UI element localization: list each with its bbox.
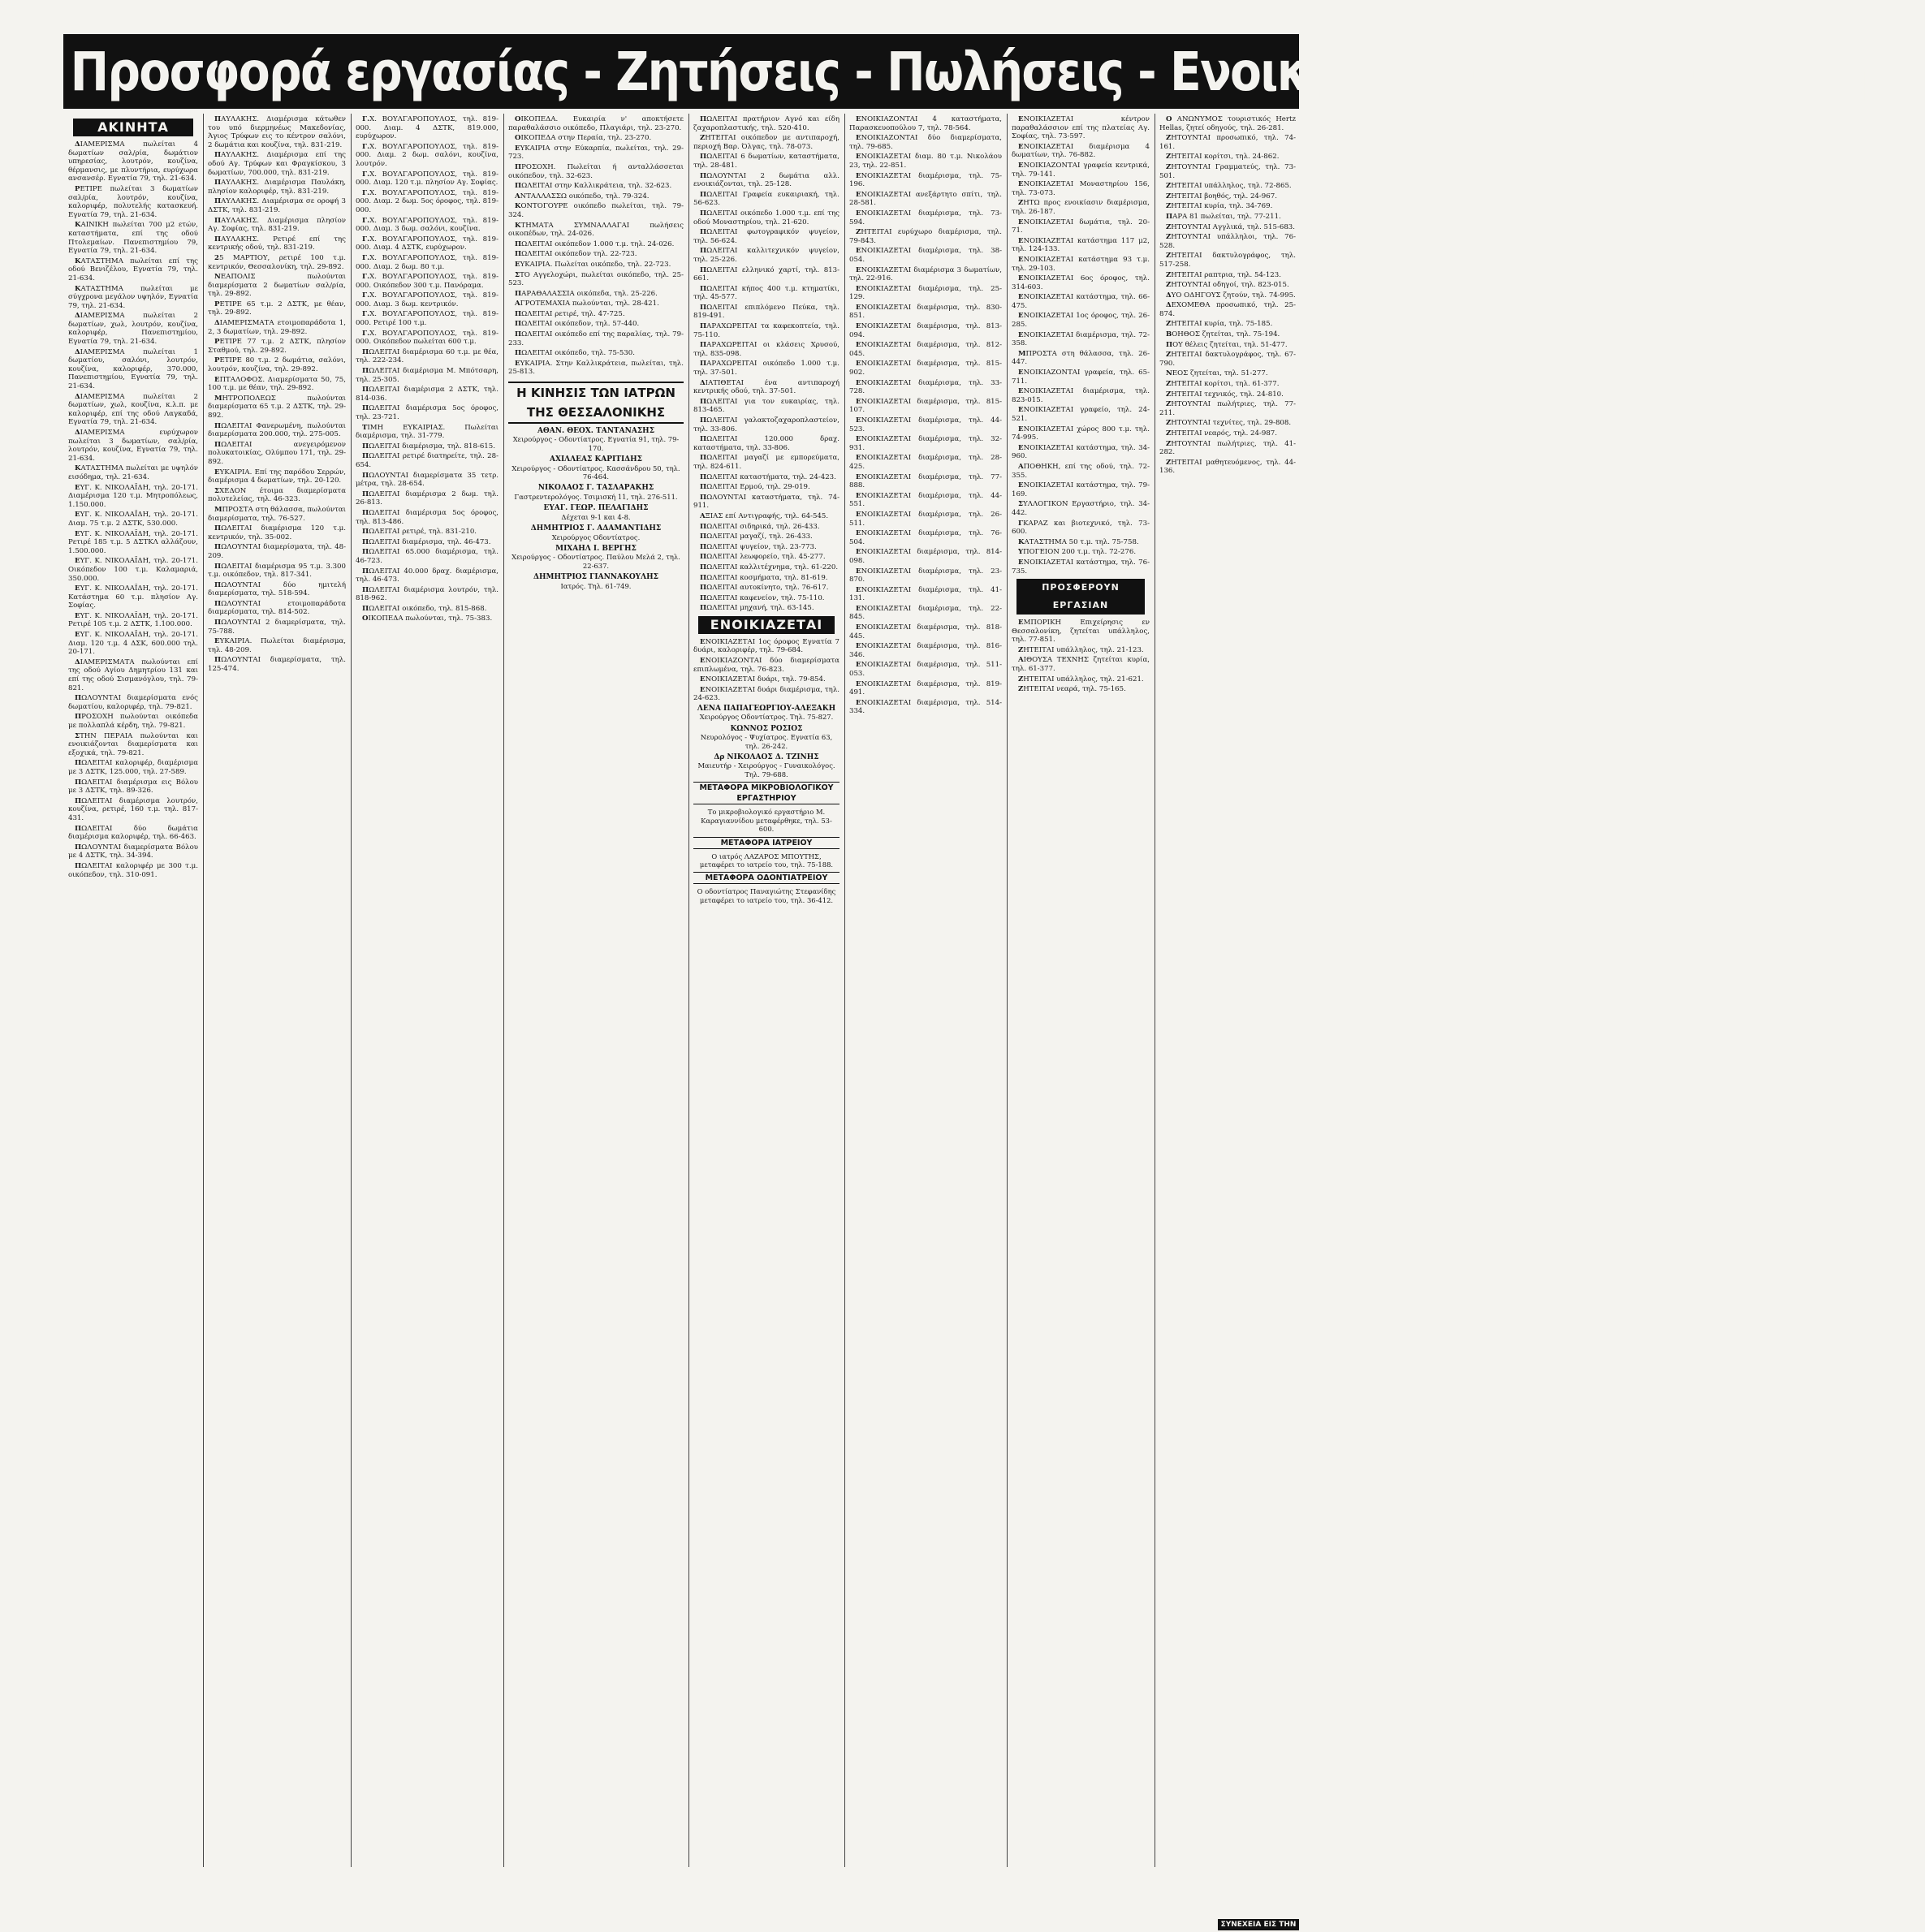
classified-ad: ΕΝΟΙΚΙΑΖΕΤΑΙ Μοναστηρίου 156, τηλ. 73-073. [1012, 180, 1150, 197]
classified-ad: ΕΝΟΙΚΙΑΖΕΤΑΙ διαμέρισμα, τηλ. 511-053. [849, 661, 1002, 679]
doctor-details: Δέχεται 9-1 και 4-8. [561, 512, 631, 521]
doctors-list [693, 705, 839, 778]
classified-ad: ΕΝΟΙΚΙΑΖΕΤΑΙ κατάστημα 93 τ.μ. τηλ. 29-103. [1012, 255, 1150, 273]
classified-ad: ΖΗΤΕΙΤΑΙ βοηθός, τηλ. 24-967. [1166, 192, 1277, 201]
classified-ad: ΠΑΥΛΑΚΗΣ. Διαμέρισμα επί της οδού Αγ. Τρύφων και Φραγκίσκου, 3 δωματίων, 700.000, τηλ. 831-219. [208, 151, 346, 177]
classified-ad: ΕΝΟΙΚΙΑΖΕΤΑΙ διαμέρισμα, τηλ. 76-504. [849, 529, 1002, 546]
classified-ad: ΜΠΡΟΣΤΑ στη θάλασσα, τηλ. 26-447. [1012, 349, 1150, 367]
classified-ad: ΠΩΛΕΙΤΑΙ λεωφορείο, τηλ. 45-277. [700, 553, 826, 562]
classified-ad: ΖΗΤΕΙΤΑΙ κυρία, τηλ. 34-769. [1166, 202, 1273, 211]
classified-ad: ΚΑΙΝΙΚΗ πωλείται 700 μ2 ετών, καταστήματα, επί της οδού Πτολεμαίων. Πανεπιστημίου 79, Εγνατία 79, τηλ. 21-634. [68, 221, 198, 256]
classified-ad: Γ.Χ. ΒΟΥΛΓΑΡΟΠΟΥΛΟΣ, τηλ. 819-000. Διαμ. 4 ΔΣΤΚ, 819.000, ευρύχωρον. [356, 115, 499, 141]
classified-ad: ΠΩΛΕΙΤΑΙ ελληνικό χαρτί, τηλ. 813-661. [693, 265, 839, 283]
classified-ad: ΟΙΚΟΠΕΔΑ πωλούνται, τηλ. 75-383. [362, 615, 493, 623]
classified-ad: ΕΝΟΙΚΙΑΖΕΤΑΙ διαμέρισμα 4 δωματίων, τηλ. 76-882. [1012, 142, 1150, 160]
classified-ad: ΕΥΓ. Κ. ΝΙΚΟΛΑΪΔΗ, τηλ. 20-171. Οικόπεδον 100 τ.μ. Καλαμαριά, 350.000. [68, 557, 198, 583]
classified-ad: ΠΡΟΣΟΧΗ πωλούνται οικόπεδα με πολλαπλά κέρδη, τηλ. 79-821. [68, 713, 198, 730]
classified-ad: ΕΝΟΙΚΙΑΖΕΤΑΙ διαμέρισμα, τηλ. 44-523. [849, 416, 1002, 433]
classified-ad: ΥΠΟΓΕΙΟΝ 200 τ.μ. τηλ. 72-276. [1018, 548, 1137, 557]
doctor-details: Χειρούργος - Οδοντίατρος. Εγνατία 91, τηλ. 79-170. [512, 435, 680, 452]
column-rule [1007, 114, 1008, 1867]
classified-ad: ΠΩΛΕΙΤΑΙ καταστήματα, τηλ. 24-423. [700, 472, 836, 481]
classified-ad: ΖΗΤΟΥΝΤΑΙ Γραμματεύς, τηλ. 73-501. [1159, 162, 1296, 180]
move-notice: Ο οδοντίατρος Παναγιώτης Στεφανίδης μεταφέρει το ιατρείο του, τηλ. 36-412. [697, 887, 836, 904]
classified-ad: ΠΩΛΕΙΤΑΙ 65.000 διαμέρισμα, τηλ. 46-723. [356, 548, 499, 565]
classified-ad: ΕΝΟΙΚΙΑΖΕΤΑΙ γραφείο, τηλ. 24-521. [1012, 406, 1150, 423]
classified-ad: ΕΝΟΙΚΙΑΖΕΤΑΙ διαμέρισμα, τηλ. 26-511. [849, 510, 1002, 528]
classified-ad: ΖΗΤΕΙΤΑΙ κυρία, τηλ. 75-185. [1166, 320, 1273, 329]
ad-list [693, 638, 839, 703]
classified-ad: ΣΧΕΔΟΝ έτοιμα διαμερίσματα πολυτελείας, τηλ. 46-323. [208, 486, 346, 504]
classified-ad: ΕΝΟΙΚΙΑΖΕΤΑΙ διαμέρισμα, τηλ. 77-888. [849, 472, 1002, 490]
classified-ad: ΕΝΟΙΚΙΑΖΕΤΑΙ διαμέρισμα, τηλ. 830-851. [849, 303, 1002, 321]
doctor-entry [508, 524, 684, 541]
doctor-entry [508, 504, 684, 521]
classified-ad: ΠΩΛΕΙΤΑΙ ρετιρέ διατηρείτε, τηλ. 28-654. [356, 452, 499, 469]
doctors-section-title: Η ΚΙΝΗΣΙΣ ΤΩΝ ΙΑΤΡΩΝ ΤΗΣ ΘΕΣΣΑΛΟΝΙΚΗΣ [508, 382, 684, 424]
classified-ad: ΖΗΤΟΥΝΤΑΙ πωλήτριες, τηλ. 77-211. [1159, 400, 1296, 417]
classified-ad: ΕΝΟΙΚΙΑΖΕΤΑΙ κατάστημα, τηλ. 34-960. [1012, 443, 1150, 461]
classified-ad: ΠΩΛΕΙΤΑΙ διαμέρισμα 60 τ.μ. με θέα, τηλ. 222-234. [356, 347, 499, 365]
classified-ad: Γ.Χ. ΒΟΥΛΓΑΡΟΠΟΥΛΟΣ, τηλ. 819-000. Διαμ. 3 δωμ. κεντρικόν. [356, 291, 499, 308]
classified-ad: ΠΩΛΟΥΝΤΑΙ 2 διαμερίσματα, τηλ. 75-788. [208, 619, 346, 636]
classified-ad: ΕΝΟΙΚΙΑΖΟΝΤΑΙ δύο διαμερίσματα επιπλωμένα, τηλ. 76-823. [693, 657, 839, 674]
classified-ad: Ο ΑΝΩΝΥΜΟΣ τουριστικός Hertz Hellas, ζητεί οδηγούς, τηλ. 26-281. [1159, 115, 1296, 132]
classified-ad: ΠΩΛΕΙΤΑΙ στην Καλλικράτεια, τηλ. 32-623. [515, 182, 672, 191]
classified-ad: ΔΙΑΜΕΡΙΣΜΑ πωλείται 4 δωματίων σαλ/ρία, δωμάτιον υπηρεσίας, λουτρόν, κουζίνα, θέρμανσις, με πλυντήρια, ευρύχωρα ανσανσέρ. Εγνατία 79, τηλ. 21-634. [68, 140, 198, 183]
classified-ad: ΚΤΗΜΑΤΑ ΣΥΜΝΑΛΛΑΓΑΙ πωλήσεις οικοπέδων, τηλ. 24-026. [508, 221, 684, 239]
classified-ad: ΕΠΤΑΛΟΦΟΣ. Διαμερίσματα 50, 75, 100 τ.μ. με θέαν, τηλ. 29-892. [208, 375, 346, 393]
classified-ad: ΕΥΓ. Κ. ΝΙΚΟΛΑΪΔΗ, τηλ. 20-171. Ρετιρέ 105 τ.μ. 2 ΔΣΤΚ, 1.100.000. [68, 611, 198, 629]
classified-ad: ΖΗΤΟΥΝΤΑΙ οδηγοί, τηλ. 823-015. [1166, 281, 1289, 290]
ad-list [508, 115, 684, 377]
classified-ad: ΕΝΟΙΚΙΑΖΕΤΑΙ διαμέρισμα, τηλ. 23-870. [849, 567, 1002, 584]
classified-ad: ΕΝΟΙΚΙΑΖΕΤΑΙ δωμάτια, τηλ. 20-71. [1012, 218, 1150, 235]
classified-ad: ΕΝΟΙΚΙΑΖΕΤΑΙ δυάρι, τηλ. 79-854. [700, 675, 826, 684]
ad-list [1012, 619, 1150, 694]
classified-ad: ΠΩΛΟΥΝΤΑΙ διαμερίσματα Βόλου με 4 ΔΣΤΚ, τηλ. 34-394. [68, 843, 198, 860]
classified-ad: ΔΙΑΤΙΘΕΤΑΙ ένα αντιπαροχή κεντρικής οδού, τηλ. 37-501. [693, 378, 839, 396]
doctor-entry [508, 484, 684, 501]
classified-ad: ΕΝΟΙΚΙΑΖΟΝΤΑΙ 4 καταστήματα, Παρασκευοπούλου 7, τηλ. 78-564. [849, 115, 1002, 132]
classified-ad: ΕΥΓ. Κ. ΝΙΚΟΛΑΪΔΗ, τηλ. 20-171. Διαμ. 120 τ.μ. 4 ΔΣΚ, 600.000 τηλ. 20-171. [68, 631, 198, 657]
classified-ad: ΠΩΛΕΙΤΑΙ μαγαζί, τηλ. 26-433. [700, 533, 813, 541]
move-header: ΜΕΤΑΦΟΡΑ ΟΔΟΝΤΙΑΤΡΕΙΟΥ [693, 872, 839, 884]
classified-ad: ΕΝΟΙΚΙΑΖΕΤΑΙ κατάστημα, τηλ. 66-475. [1012, 293, 1150, 310]
classified-ad: ΠΩΛΟΥΝΤΑΙ διαμερίσματα ενός δωματίου, καλοριφέρ, τηλ. 79-821. [68, 694, 198, 711]
doctor-details: Χειρούργος Οδοντίατρος. Τηλ. 75-827. [699, 713, 834, 722]
classified-ad: ΔΕΧΟΜΕΘΑ προσωπικό, τηλ. 25-874. [1159, 301, 1296, 318]
classified-ad: Γ.Χ. ΒΟΥΛΓΑΡΟΠΟΥΛΟΣ, τηλ. 819-000. Οικόπεδον πωλείται 600 τ.μ. [356, 329, 499, 347]
classified-ad: ΠΩΛΟΥΝΤΑΙ καταστήματα, τηλ. 74-911. [693, 493, 839, 511]
classified-ad: ΕΝΟΙΚΙΑΖΟΝΤΑΙ γραφεία κεντρικά, τηλ. 79-141. [1012, 161, 1150, 179]
section-header-prosferoun: ΠΡΟΣΦΕΡΟΥΝ ΕΡΓΑΣΙΑΝ [1016, 579, 1145, 615]
classified-ad: ΠΑΥΛΑΚΗΣ. Διαμέρισμα σε οροφή 3 ΔΣΤΚ, τηλ. 831-219. [208, 197, 346, 214]
classified-ad: ΔΙΑΜΕΡΙΣΜΑ πωλείται 1 δωματίου, σαλόνι, λουτρόν, κουζίνα, καλοριφέρ, 370.000, Πανεπιστημίου, Εγνατία 79, τηλ. 21-634. [68, 347, 198, 391]
classified-ad: ΕΥΚΑΙΡΙΑ. Πωλείται οικόπεδο, τηλ. 22-723. [515, 260, 671, 269]
classified-ad: ΔΙΑΜΕΡΙΣΜΑ ευρύχωρον πωλείται 3 δωματίων, σαλ/ρία, λουτρόν, κουζίνα, Εγνατία 79, τηλ. 21-634. [68, 429, 198, 463]
classified-ad: ΕΝΟΙΚΙΑΖΕΤΑΙ διαμέρισμα, τηλ. 812-045. [849, 341, 1002, 358]
classified-ad: ΕΝΟΙΚΙΑΖΕΤΑΙ διαμέρισμα, τηλ. 73-594. [849, 209, 1002, 226]
classified-ad: ΕΥΓ. Κ. ΝΙΚΟΛΑΪΔΗ, τηλ. 20-171. Διαμ. 75 τ.μ. 2 ΔΣΤΚ, 530.000. [68, 511, 198, 528]
classified-ad: ΕΥΚΑΙΡΙΑ. Επί της παρόδου Σερρών, διαμέρισμα 4 δωματίων, τηλ. 20-120. [208, 468, 346, 485]
classified-ad: ΠΩΛΟΥΝΤΑΙ δύο ημιτελή διαμερίσματα, τηλ. 518-594. [208, 580, 346, 598]
classified-ad: ΠΩΛΕΙΤΑΙ διαμέρισμα 120 τ.μ. κεντρικόν, τηλ. 35-002. [208, 524, 346, 541]
classified-ad: ΠΩΛΕΙΤΑΙ οικόπεδο 1.000 τ.μ. επί της οδού Μοναστηρίου, τηλ. 21-620. [693, 209, 839, 226]
classified-ad: ΠΑΡΑΘΑΛΑΣΣΙΑ οικόπεδα, τηλ. 25-226. [515, 289, 658, 298]
classified-ad: ΠΩΛΕΙΤΑΙ οικόπεδο, τηλ. 75-530. [515, 349, 635, 358]
classified-ad: ΠΩΛΕΙΤΑΙ ρετιρέ, τηλ. 47-725. [515, 309, 625, 318]
doctor-details: Χειρούργος - Οδοντίατρος. Παύλου Μελά 2, τηλ. 22-637. [511, 553, 680, 570]
column-7 [1012, 115, 1150, 1921]
classified-ad: ΕΝΟΙΚΙΑΖΕΤΑΙ διαμέρισμα, τηλ. 816-346. [849, 642, 1002, 659]
classified-ad: ΕΝΟΙΚΙΑΖΕΤΑΙ διαμέρισμα, τηλ. 72-358. [1012, 330, 1150, 348]
section-header-enoikiazetai: ΕΝΟΙΚΙΑΖΕΤΑΙ [698, 616, 835, 634]
classified-ad: ΣΤΟ Αγγελοχώρι, πωλείται οικόπεδο, τηλ. 25-523. [508, 270, 684, 288]
classified-ad: ΠΩΛΟΥΝΤΑΙ ετοιμοπαράδοτα διαμερίσματα, τηλ. 814-502. [208, 599, 346, 617]
column-rule [351, 114, 352, 1867]
classified-ad: ΠΩΛΕΙΤΑΙ οικόπεδο, τηλ. 815-868. [362, 604, 487, 613]
classified-ad: ΟΙΚΟΠΕΔΑ στην Περαία, τηλ. 23-270. [515, 134, 652, 143]
classified-ad: ΠΑΥΛΑΚΗΣ. Διαμέρισμα πλησίον Αγ. Σοφίας, τηλ. 831-219. [208, 216, 346, 234]
classified-ad: Γ.Χ. ΒΟΥΛΓΑΡΟΠΟΥΛΟΣ, τηλ. 819-000. Οικόπεδον 300 τ.μ. Πανόραμα. [356, 273, 499, 290]
ad-list [1012, 115, 1150, 576]
classified-ad: ΕΝΟΙΚΙΑΖΕΤΑΙ δυάρι διαμέρισμα, τηλ. 24-623. [693, 685, 839, 703]
doctor-details: Χειρούργος - Οδοντίατρος. Κασσάνδρου 50, τηλ. 76-464. [511, 464, 680, 481]
classified-ad: ΠΩΛΕΙΤΑΙ καφενείον, τηλ. 75-110. [700, 593, 825, 602]
doctor-details: Ιατρός. Τηλ. 61-749. [560, 581, 632, 590]
classified-ad: ΠΩΛΕΙΤΑΙ διαμέρισμα 2 ΔΣΤΚ, τηλ. 814-036. [356, 386, 499, 403]
classified-ad: ΖΗΤΕΙΤΑΙ κορίτσι, τηλ. 24-862. [1166, 153, 1280, 162]
classified-ad: ΡΕΤΙΡΕ 77 τ.μ. 2 ΔΣΤΚ, πλησίον Σταθμού, τηλ. 29-892. [208, 338, 346, 355]
classified-ad: ΕΝΟΙΚΙΑΖΕΤΑΙ διαμέρισμα, τηλ. 514-334. [849, 698, 1002, 716]
classified-ad: Γ.Χ. ΒΟΥΛΓΑΡΟΠΟΥΛΟΣ, τηλ. 819-000. Διαμ. 2 δωμ. 5ος όροφος, τηλ. 819-000. [356, 188, 499, 214]
classified-ad: Γ.Χ. ΒΟΥΛΓΑΡΟΠΟΥΛΟΣ, τηλ. 819-000. Διαμ. 2 δωμ. 80 τ.μ. [356, 253, 499, 271]
classified-ad: ΠΩΛΕΙΤΑΙ κοσμήματα, τηλ. 81-619. [700, 573, 828, 582]
doctor-entry [693, 753, 839, 778]
classified-ad: ΠΩΛΕΙΤΑΙ δύο δωμάτια διαμέρισμα καλοριφέρ, τηλ. 66-463. [68, 824, 198, 842]
classified-ad: ΠΩΛΕΙΤΑΙ διαμέρισμα λουτρόν, τηλ. 818-962. [356, 585, 499, 603]
classified-ad: ΠΑΡΑΧΩΡΕΙΤΑΙ οι κλάσεις Χρυσού, τηλ. 835-098. [693, 341, 839, 358]
classified-ad: ΕΝΟΙΚΙΑΖΕΤΑΙ διαμέρισμα, τηλ. 41-131. [849, 585, 1002, 603]
classified-ad: ΠΑΡΑΧΩΡΕΙΤΑΙ οικόπεδο 1.000 τ.μ. τηλ. 37-501. [693, 360, 839, 377]
classified-ad: ΠΩΛΕΙΤΑΙ διαμέρισμα Μ. Μπότσαρη, τηλ. 25-305. [356, 367, 499, 384]
classified-ad: ΔΙΑΜΕΡΙΣΜΑ πωλείται 2 δωματίων, χωλ, λουτρόν, κουζίνα, καλοριφέρ, Πανεπιστημίου, Εγνατία 79, τηλ. 21-634. [68, 312, 198, 347]
classified-ad: ΕΥΓ. Κ. ΝΙΚΟΛΑΪΔΗ, τηλ. 20-171. Ρετιρέ 185 τ.μ. 5 ΔΣΤΚΛ αλλάζουν, 1.500.000. [68, 529, 198, 555]
classified-ad: ΕΝΟΙΚΙΑΖΕΤΑΙ διαμέρισμα, τηλ. 33-728. [849, 378, 1002, 396]
classified-ad: ΖΗΤΕΙΤΑΙ ραπτρια, τηλ. 54-123. [1166, 270, 1281, 279]
classified-ad: ΡΕΤΙΡΕ 80 τ.μ. 2 δωμάτια, σαλόνι, λουτρόν, κουζίνα, τηλ. 29-892. [208, 356, 346, 374]
doctor-entry [693, 705, 839, 722]
classified-ad: ΡΕΤΙΡΕ 65 τ.μ. 2 ΔΣΤΚ, με θέαν, τηλ. 29-892. [208, 300, 346, 317]
classified-ad: ΖΗΤΕΙΤΑΙ υπάλληλος, τηλ. 21-123. [1018, 645, 1144, 654]
classified-ad: ΕΥΓ. Κ. ΝΙΚΟΛΑΪΔΗ, τηλ. 20-171. Κατάστημα 60 τ.μ. πλησίον Αγ. Σοφίας. [68, 584, 198, 610]
classified-ad: ΕΜΠΟΡΙΚΗ Επιχείρησις εν Θεσσαλονίκη, ζητείται υπάλληλος, τηλ. 77-851. [1012, 619, 1150, 645]
classified-ad: ΖΗΤΕΙΤΑΙ νεαρός, τηλ. 24-987. [1166, 429, 1278, 438]
column-rule [503, 114, 504, 1867]
classified-ad: ΟΙΚΟΠΕΔΑ. Ευκαιρία ν' αποκτήσετε παραθαλάσσιο οικόπεδο, Πλαγιάρι, τηλ. 23-270. [508, 115, 684, 132]
classified-ad: ΖΗΤΟΥΝΤΑΙ τεχνίτες, τηλ. 29-808. [1166, 419, 1292, 428]
classified-ad: ΠΩΛΕΙΤΑΙ καλλιτέχνημα, τηλ. 61-220. [700, 563, 839, 571]
classified-ad: ΖΗΤΕΙΤΑΙ δακτυλογράφος, τηλ. 517-258. [1159, 252, 1296, 269]
classified-ad: ΔΥΟ ΟΔΗΓΟΥΣ ζητούν, τηλ. 74-995. [1166, 291, 1296, 300]
classified-ad: ΠΡΟΣΟΧΗ. Πωλείται ή ανταλλάσσεται οικόπεδον, τηλ. 32-623. [508, 162, 684, 180]
classified-ad: ΠΑΥΛΑΚΗΣ. Διαμέρισμα κάτωθεν του υπό διερμηνέως Μακεδονίας, Άγιος Τρύφων εις το κέντρον σαλόνι, 2 δωμάτια και κουζίνα, τηλ. 831-219. [208, 115, 346, 149]
classified-ad: ΝΕΟΣ ζητείται, τηλ. 51-277. [1166, 369, 1268, 378]
classified-ad: ΕΝΟΙΚΙΑΖΕΤΑΙ διαμέρισμα, τηλ. 815-902. [849, 360, 1002, 377]
classified-ad: ΒΟΗΘΟΣ ζητείται, τηλ. 75-194. [1166, 330, 1280, 339]
classified-ad: 25 ΜΑΡΤΙΟΥ, ρετιρέ 100 τ.μ. κεντρικόν, Θεσσαλονίκη, τηλ. 29-892. [208, 253, 346, 271]
classified-ad: ΖΗΤΕΙΤΑΙ υπάλληλος, τηλ. 72-865. [1166, 182, 1292, 191]
classified-ad: ΑΝΤΑΛΛΑΣΣΩ οικόπεδο, τηλ. 79-324. [515, 192, 650, 201]
classified-ad: ΠΩΛΕΙΤΑΙ καλλιτεχνικόν ψυγείον, τηλ. 25-226. [693, 247, 839, 264]
ad-list [68, 140, 198, 879]
column-rule [688, 114, 689, 1867]
classified-ad: Γ.Χ. ΒΟΥΛΓΑΡΟΠΟΥΛΟΣ, τηλ. 819-000. Διαμ. 120 τ.μ. πλησίον Αγ. Σοφίας. [356, 170, 499, 188]
classified-ad: ΠΩΛΕΙΤΑΙ οικόπεδον τηλ. 22-723. [515, 250, 637, 259]
move-notice: Το μικροβιολογικό εργαστήριο Μ. Καραγιαννίδου μεταφέρθηκε, τηλ. 53-600. [701, 808, 832, 834]
ad-list [356, 115, 499, 623]
classified-ad: ΕΝΟΙΚΙΑΖΕΤΑΙ 6ος όροφος, τηλ. 314-603. [1012, 274, 1150, 291]
classified-ad: ΖΗΤΩ προς ενοικίασιν διαμέρισμα, τηλ. 26-187. [1012, 199, 1150, 216]
classified-ad: Γ.Χ. ΒΟΥΛΓΑΡΟΠΟΥΛΟΣ, τηλ. 819-000. Διαμ. 3 δωμ. σαλόνι, κουζίνα. [356, 216, 499, 234]
classified-ad: ΕΝΟΙΚΙΑΖΕΤΑΙ διαμέρισμα, τηλ. 75-196. [849, 171, 1002, 189]
classified-ad: ΠΩΛΕΙΤΑΙ Φανερωμένη, πωλούνται διαμερίσματα 200.000, τηλ. 275-005. [208, 421, 346, 439]
classified-ad: ΖΗΤΕΙΤΑΙ μαθητευόμενος, τηλ. 44-136. [1159, 458, 1296, 476]
classified-ad: ΕΝΟΙΚΙΑΖΕΤΑΙ κατάστημα, τηλ. 79-169. [1012, 481, 1150, 498]
classified-ad: ΕΝΟΙΚΙΑΖΕΤΑΙ διαμέρισμα, τηλ. 823-015. [1012, 387, 1150, 404]
classified-ad: ΜΠΡΟΣΤΑ στη θάλασσα, πωλούνται διαμερίσματα, τηλ. 76-527. [208, 505, 346, 523]
doctor-details: Μαιευτήρ - Χειρούργος - Γυναικολόγος. Τηλ. 79-688. [697, 761, 835, 778]
classified-ad: ΖΗΤΟΥΝΤΑΙ πωλήτριες, τηλ. 41-282. [1159, 439, 1296, 457]
classified-ad: ΠΑΥΛΑΚΗΣ. Ρετιρέ επί της κεντρικής οδού, τηλ. 831-219. [208, 235, 346, 252]
classified-ad: ΠΩΛΟΥΝΤΑΙ διαμερίσματα, τηλ. 125-474. [208, 656, 346, 674]
classified-ad: ΖΗΤΕΙΤΑΙ κορίτσι, τηλ. 61-377. [1166, 380, 1280, 389]
classified-ad: ΕΝΟΙΚΙΑΖΕΤΑΙ διαμέρισμα, τηλ. 818-445. [849, 623, 1002, 640]
classified-ad: ΠΩΛΕΙΤΑΙ ψυγείον, τηλ. 23-773. [700, 542, 817, 551]
classified-ad: ΝΕΑΠΟΛΙΣ πωλούνται διαμερίσματα 2 δωματίων σαλ/ρία, τηλ. 29-892. [208, 273, 346, 299]
classified-ad: ΠΩΛΕΙΤΑΙ για τον ευκαιρίας, τηλ. 813-465. [693, 397, 839, 415]
classified-ad: Γ.Χ. ΒΟΥΛΓΑΡΟΠΟΥΛΟΣ, τηλ. 819-000. Διαμ. 2 δωμ. σαλόνι, κουζίνα, λουτρόν. [356, 142, 499, 168]
masthead-banner [63, 34, 1925, 109]
classified-ad: ΕΝΟΙΚΙΑΖΕΤΑΙ διαμέρισμα, τηλ. 813-094. [849, 322, 1002, 339]
doctor-name: ΝΙΚΟΛΑΟΣ Γ. ΤΑΣΛΑΡΑΚΗΣ [537, 484, 654, 493]
classified-ad: ΕΝΟΙΚΙΑΖΕΤΑΙ διαμέρισμα 3 δωματίων, τηλ. 22-916. [849, 265, 1002, 283]
classified-ad: ΠΩΛΕΙΤΑΙ διαμέρισμα, τηλ. 46-473. [362, 537, 491, 546]
classified-ad: ΖΗΤΟΥΝΤΑΙ Αγγλικά, τηλ. 515-683. [1166, 222, 1295, 231]
classified-ad: ΠΩΛΕΙΤΑΙ καλοριφέρ, διαμέρισμα με 3 ΔΣΤΚ, 125.000, τηλ. 27-589. [68, 759, 198, 776]
classified-ad: ΠΩΛΕΙΤΑΙ μαγαζί με εμπορεύματα, τηλ. 824-611. [693, 454, 839, 471]
doctor-entry [508, 545, 684, 570]
classified-ad: ΕΝΟΙΚΙΑΖΕΤΑΙ διαμέρισμα, τηλ. 819-491. [849, 679, 1002, 697]
classified-ad: ΠΩΛΕΙΤΑΙ διαμέρισμα εις Βόλου με 3 ΔΣΤΚ, τηλ. 89-326. [68, 778, 198, 796]
classified-ad: ΠΩΛΕΙΤΑΙ Γραφεία ευκαιριακή, τηλ. 56-623. [693, 190, 839, 208]
classified-ad: ΠΩΛΕΙΤΑΙ Ερμού, τηλ. 29-019. [700, 483, 810, 492]
classified-ad: ΠΑΥΛΑΚΗΣ. Διαμέρισμα Παυλάκη, πλησίον καλοριφέρ, τηλ. 831-219. [208, 179, 346, 196]
classified-ad: ΕΝΟΙΚΙΑΖΕΤΑΙ διαμέρισμα, τηλ. 28-425. [849, 454, 1002, 471]
classified-ad: ΖΗΤΕΙΤΑΙ υπάλληλος, τηλ. 21-621. [1018, 675, 1144, 684]
doctor-entry [508, 455, 684, 481]
classified-ad: ΠΩΛΕΙΤΑΙ διαμέρισμα 5ος όροφος, τηλ. 23-721. [356, 404, 499, 421]
doctors-list [508, 427, 684, 590]
classified-ad: ΖΗΤΕΙΤΑΙ οικόπεδον με αντιπαροχή, περιοχή Βαρ. Όλγας, τηλ. 78-073. [693, 134, 839, 151]
move-notice: Ο ιατρός ΛΑΖΑΡΟΣ ΜΠΟΥΤΗΣ, μεταφέρει το ιατρείο του, τηλ. 75-188. [699, 852, 834, 869]
classified-ad: ΔΙΑΜΕΡΙΣΜΑΤΑ πωλούνται επί της οδού Αγίου Δημητρίου 131 και επί της οδού Σισμανόγλου, τηλ. 79-821. [68, 658, 198, 692]
classified-ad: ΠΩΛΕΙΤΑΙ οικόπεδον, τηλ. 57-440. [515, 320, 640, 329]
column-4 [508, 115, 684, 1921]
column-2 [208, 115, 346, 1921]
classified-ad: ΚΑΤΑΣΤΗΜΑ πωλείται επί της οδού Βενιζέλου, Εγνατία 79, τηλ. 21-634. [68, 257, 198, 282]
doctor-details: Γαστρεντερολόγος. Τσιμισκή 11, τηλ. 276-511. [514, 492, 678, 501]
classified-ad: ΣΤΗΝ ΠΕΡΑΙΑ πωλούνται και ενοικιάζονται διαμερίσματα και εξοχικά, τηλ. 79-821. [68, 731, 198, 757]
classified-ad: ΚΟΝΤΟΓΟΥΡΕ οικόπεδο πωλείται, τηλ. 79-324. [508, 202, 684, 219]
classified-ad: ΕΝΟΙΚΙΑΖΕΤΑΙ διαμέρισμα, τηλ. 815-107. [849, 397, 1002, 415]
classified-ad: ΠΩΛΕΙΤΑΙ οικόπεδο επί της παραλίας, τηλ. 79-233. [508, 330, 684, 347]
classified-ad: ΓΚΑΡΑΖ και βιοτεχνικό, τηλ. 73-600. [1012, 519, 1150, 537]
classified-ad: ΕΝΟΙΚΙΑΖΟΝΤΑΙ γραφεία, τηλ. 65-711. [1012, 369, 1150, 386]
classified-ad: ΠΩΛΕΙΤΑΙ διαμέρισμα 95 τ.μ. 3.300 τ.μ. οικόπεδον, τηλ. 817-341. [208, 562, 346, 580]
classified-ad: ΑΙΘΟΥΣΑ ΤΕΧΝΗΣ ζητείται κυρία, τηλ. 61-377. [1012, 656, 1150, 674]
doctor-name: ΛΕΝΑ ΠΑΠΑΓΕΩΡΓΙΟΥ-ΑΛΕΞΑΚΗ [697, 705, 836, 714]
classified-ad: ΕΝΟΙΚΙΑΖΕΤΑΙ διαμέρισμα, τηλ. 22-845. [849, 604, 1002, 622]
classified-ad: ΕΥΚΑΙΡΙΑ. Στην Καλλικράτεια, πωλείται, τηλ. 25-813. [508, 359, 684, 377]
classified-ad: ΠΩΛΕΙΤΑΙ 40.000 δραχ. διαμέρισμα, τηλ. 46-473. [356, 567, 499, 584]
column-8 [1159, 115, 1296, 1921]
classified-ad: ΠΩΛΕΙΤΑΙ επιπλόμενο Πεύκα, τηλ. 819-491. [693, 303, 839, 321]
classified-ad: ΠΩΛΟΥΝΤΑΙ 2 δωμάτια αλλ. ενοικιάζονται, τηλ. 25-128. [693, 171, 839, 189]
classified-ad: ΕΝΟΙΚΙΑΖΕΤΑΙ χώρος 800 τ.μ. τηλ. 74-995. [1012, 425, 1150, 442]
classified-ad: ΕΝΟΙΚΙΑΖΕΤΑΙ διαμέρισμα, τηλ. 25-129. [849, 284, 1002, 302]
doctor-entry [508, 427, 684, 452]
classified-ad: ΠΩΛΕΙΤΑΙ 120.000 δραχ. καταστήματα, τηλ. 33-806. [693, 435, 839, 452]
classified-ad: ΚΑΤΑΣΤΗΜΑ πωλείται με σύγχρονα μεγάλον υψηλόν, Εγνατία 79, τηλ. 21-634. [68, 284, 198, 310]
classified-ad: ΠΩΛΕΙΤΑΙ γαλακτοζαχαροπλαστείον, τηλ. 33-806. [693, 416, 839, 433]
classified-ad: ΕΥΓ. Κ. ΝΙΚΟΛΑΪΔΗ, τηλ. 20-171. Διαμέρισμα 120 τ.μ. Μητροπόλεως, 1.150.000. [68, 483, 198, 509]
doctor-name: Δρ ΝΙΚΟΛΑΟΣ Δ. ΤΖΙΝΗΣ [714, 753, 819, 762]
classified-ad: ΠΩΛΕΙΤΑΙ διαμέρισμα 5ος όροφος, τηλ. 813-486. [356, 508, 499, 526]
classified-ad: ΠΩΛΕΙΤΑΙ ανεγειρόμενον πολυκατοικίας, Ολύμπου 171, τηλ. 29-892. [208, 440, 346, 466]
classified-ad: ΠΩΛΟΥΝΤΑΙ διαμερίσματα, τηλ. 48-209. [208, 543, 346, 560]
classified-ad: ΖΗΤΕΙΤΑΙ τεχνικός, τηλ. 24-810. [1166, 390, 1284, 399]
classified-ad: ΕΝΟΙΚΙΑΖΕΤΑΙ 1ος όροφος, τηλ. 26-285. [1012, 312, 1150, 330]
ad-list [693, 115, 839, 613]
doctor-name: ΑΘΑΝ. ΘΕΟΧ. ΤΑΝΤΑΝΑΣΗΣ [537, 427, 655, 436]
continuation-note: ΣΥΝΕΧΕΙΑ ΕΙΣ ΤΗΝ [1218, 1919, 1299, 1930]
doctor-name: ΜΙΧΑΗΛ Ι. ΒΕΡΓΗΣ [555, 544, 637, 553]
classified-ad: Γ.Χ. ΒΟΥΛΓΑΡΟΠΟΥΛΟΣ, τηλ. 819-000. Διαμ. 4 ΔΣΤΚ, ευρύχωρον. [356, 235, 499, 252]
doctor-name: ΑΧΙΛΛΕΑΣ ΚΑΡΙΤΙΔΗΣ [549, 455, 643, 464]
classified-ad: ΕΝΟΙΚΙΑΖΟΝΤΑΙ δύο διαμερίσματα, τηλ. 79-685. [849, 134, 1002, 151]
classified-ad: ΠΑΡΑΧΩΡΕΙΤΑΙ τα καφεκοπτεία, τηλ. 75-110. [693, 322, 839, 339]
classified-ad: Γ.Χ. ΒΟΥΛΓΑΡΟΠΟΥΛΟΣ, τηλ. 819-000. Ρετιρέ 100 τ.μ. [356, 310, 499, 328]
classified-ad: ΕΝΟΙΚΙΑΖΕΤΑΙ κατάστημα, τηλ. 76-735. [1012, 558, 1150, 576]
classified-ad: ΠΩΛΕΙΤΑΙ αυτοκίνητο, τηλ. 76-617. [700, 584, 829, 593]
doctor-details: Χειρούργος Οδοντίατρος. [551, 533, 641, 541]
classified-ad: ΑΓΡΟΤΕΜΑΧΙΑ πωλούνται, τηλ. 28-421. [515, 300, 659, 308]
doctor-entry [508, 573, 684, 590]
classified-ad: ΕΝΟΙΚΙΑΖΕΤΑΙ διαμέρισμα, τηλ. 44-551. [849, 491, 1002, 509]
classified-ad: ΕΝΟΙΚΙΑΖΕΤΑΙ διαμέρισμα, τηλ. 38-054. [849, 247, 1002, 264]
move-header: ΜΕΤΑΦΟΡΑ ΙΑΤΡΕΙΟΥ [693, 837, 839, 849]
classified-ad: ΠΩΛΕΙΤΑΙ σιδηρικά, τηλ. 26-433. [700, 522, 820, 531]
classified-ad: ΑΞΙΑΣ επί Αντιγραφής, τηλ. 64-545. [700, 511, 829, 520]
classified-ad: ΠΩΛΕΙΤΑΙ 6 δωματίων, καταστήματα, τηλ. 28-481. [693, 153, 839, 170]
classified-ad: ΔΙΑΜΕΡΙΣΜΑΤΑ ετοιμοπαράδοτα 1, 2, 3 δωματίων, τηλ. 29-892. [208, 319, 346, 336]
classified-ad: ΕΝΟΙΚΙΑΖΕΤΑΙ ανεξάρτητο σπίτι, τηλ. 28-581. [849, 190, 1002, 208]
classified-ad: ΠΩΛΕΙΤΑΙ διαμέρισμα, τηλ. 818-615. [362, 442, 495, 451]
classified-ad: ΠΩΛΕΙΤΑΙ ρετιρέ, τηλ. 831-210. [362, 528, 477, 537]
classified-ad: ΜΗΤΡΟΠΟΛΕΩΣ πωλούνται διαμερίσματα 65 τ.μ. 2 ΔΣΤΚ, τηλ. 29-892. [208, 394, 346, 420]
classified-ad: ΠΑΡΑ 81 πωλείται, τηλ. 77-211. [1166, 212, 1281, 221]
classified-ad: ΠΟΥ θέλεις ζητείται, τηλ. 51-477. [1166, 340, 1288, 349]
column-rule [203, 114, 204, 1867]
classified-ad: ΕΝΟΙΚΙΑΖΕΤΑΙ κατάστημα 117 μ2, τηλ. 124-133. [1012, 236, 1150, 254]
classified-ad: ΖΗΤΕΙΤΑΙ νεαρά, τηλ. 75-165. [1018, 685, 1126, 694]
classified-ad: ΠΩΛΕΙΤΑΙ κήπος 400 τ.μ. κτηματίκι, τηλ. 45-577. [693, 284, 839, 302]
doctor-entry [693, 725, 839, 750]
classified-ad: ΕΝΟΙΚΙΑΖΕΤΑΙ κέντρον παραθαλάσσιον επί της πλατείας Αγ. Σοφίας, τηλ. 73-597. [1012, 115, 1150, 141]
move-header: ΜΕΤΑΦΟΡΑ ΜΙΚΡΟΒΙΟΛΟΓΙΚΟΥ ΕΡΓΑΣΤΗΡΙΟΥ [693, 782, 839, 804]
classified-ad: ΖΗΤΟΥΝΤΑΙ προσωπικό, τηλ. 74-161. [1159, 134, 1296, 151]
doctor-name: ΔΗΜΗΤΡΙΟΣ ΓΙΑΝΝΑΚΟΥΛΗΣ [533, 573, 658, 582]
doctor-details: Νευρολόγος - Ψυχίατρος. Εγνατία 63, τηλ. 26-242. [700, 733, 833, 750]
classified-ad: ΚΑΤΑΣΤΗΜΑ πωλείται με υψηλόν εισόδημα, τηλ. 21-634. [68, 464, 198, 481]
classified-ad: ΕΝΟΙΚΙΑΖΕΤΑΙ 1ος όροφος Εγνατία 7 δυάρι, καλοριφέρ, τηλ. 79-684. [693, 637, 839, 655]
column-3 [356, 115, 499, 1921]
section-header-akinita: ΑΚΙΝΗΤΑ [73, 119, 193, 136]
classified-ad: ΠΩΛΕΙΤΑΙ μηχανή, τηλ. 63-145. [700, 604, 814, 613]
doctor-name: ΔΗΜΗΤΡΙΟΣ Γ. ΑΔΑΜΑΝΤΙΔΗΣ [530, 524, 662, 533]
column-1 [68, 115, 198, 1921]
doctor-name: ΕΥΑΓ. ΓΕΩΡ. ΠΕΛΑΓΙΔΗΣ [543, 504, 649, 513]
classified-ad: ΠΩΛΕΙΤΑΙ πρατήριον Αγνό και είδη ζαχαροπλαστικής, τηλ. 520-410. [693, 115, 839, 132]
classified-ad: ΠΩΛΕΙΤΑΙ καλοριφέρ με 300 τ.μ. οικόπεδον, τηλ. 310-091. [68, 861, 198, 879]
classified-ad: ΠΩΛΕΙΤΑΙ οικόπεδον 1.000 τ.μ. τηλ. 24-026. [515, 239, 675, 248]
classified-ad: ΚΑΤΑΣΤΗΜΑ 50 τ.μ. τηλ. 75-758. [1018, 537, 1139, 546]
classified-ad: ΕΝΟΙΚΙΑΖΕΤΑΙ διαμ. 80 τ.μ. Νικολάου 23, τηλ. 22-851. [849, 153, 1002, 170]
classified-ad: ΠΩΛΕΙΤΑΙ διαμέρισμα λουτρόν, κουζίνα, ρετιρέ, 160 τ.μ. τηλ. 817-431. [68, 796, 198, 822]
ad-list [208, 115, 346, 674]
ad-list [1159, 115, 1296, 476]
masthead-title: Προσφορά εργασίας - Ζητήσεις - Πωλήσεις - Ενοικιάσεις - Αγοραί - Ακίνητα [70, 40, 1925, 103]
column-5 [693, 115, 839, 1921]
classified-ad: ΠΩΛΕΙΤΑΙ φωτογραφικόν ψυγείον, τηλ. 56-624. [693, 228, 839, 245]
classified-ad: ΑΠΟΘΗΚΗ, επί της οδού, τηλ. 72-355. [1012, 462, 1150, 480]
classified-ad: ΣΥΛΛΟΓΙΚΟΝ Εργαστήριο, τηλ. 34-442. [1012, 500, 1150, 517]
ad-list [849, 115, 1002, 716]
classified-ad: ΠΩΛΕΙΤΑΙ διαμέρισμα 2 δωμ. τηλ. 26-813. [356, 489, 499, 507]
classified-ad: ΠΩΛΟΥΝΤΑΙ διαμερίσματα 35 τετρ. μέτρα, τηλ. 28-654. [356, 471, 499, 489]
classified-ad: ΕΥΚΑΙΡΙΑ στην Εύκαρπία, πωλείται, τηλ. 29-723. [508, 144, 684, 162]
classified-ad: ΕΥΚΑΙΡΙΑ. Πωλείται διαμέρισμα, τηλ. 48-209. [208, 637, 346, 654]
classified-ad: ΕΝΟΙΚΙΑΖΕΤΑΙ διαμέρισμα, τηλ. 814-098. [849, 548, 1002, 565]
column-6 [849, 115, 1002, 1921]
column-rule [844, 114, 845, 1867]
classified-ad: ΕΝΟΙΚΙΑΖΕΤΑΙ διαμέρισμα, τηλ. 32-931. [849, 435, 1002, 452]
classified-ad: ΡΕΤΙΡΕ πωλείται 3 δωματίων σαλ/ρία, λουτρόν, κουζίνα, καλοριφέρ, πολυτελής κατασκευή. Εγνατία 79, τηλ. 21-634. [68, 184, 198, 219]
classified-ad: ΖΗΤΕΙΤΑΙ δακτυλογράφος, τηλ. 67-790. [1159, 351, 1296, 368]
classified-ad: ΔΙΑΜΕΡΙΣΜΑ πωλείται 2 δωματίων, χωλ, κουζίνα, κ.λ.π. με καλοριφέρ, επί της οδού Λαγκαδά, Εγνατία 79, τηλ. 21-634. [68, 392, 198, 427]
classified-ad: ΖΗΤΕΙΤΑΙ ευρύχωρο διαμέρισμα, τηλ. 79-843. [849, 228, 1002, 245]
doctor-name: ΚΩΝΝΟΣ ΡΟΣΙΟΣ [730, 724, 803, 733]
classified-ad: ΖΗΤΟΥΝΤΑΙ υπάλληλοι, τηλ. 76-528. [1159, 233, 1296, 250]
classified-ad: ΤΙΜΗ ΕΥΚΑΙΡΙΑΣ. Πωλείται διαμέρισμα, τηλ. 31-779. [356, 423, 499, 441]
